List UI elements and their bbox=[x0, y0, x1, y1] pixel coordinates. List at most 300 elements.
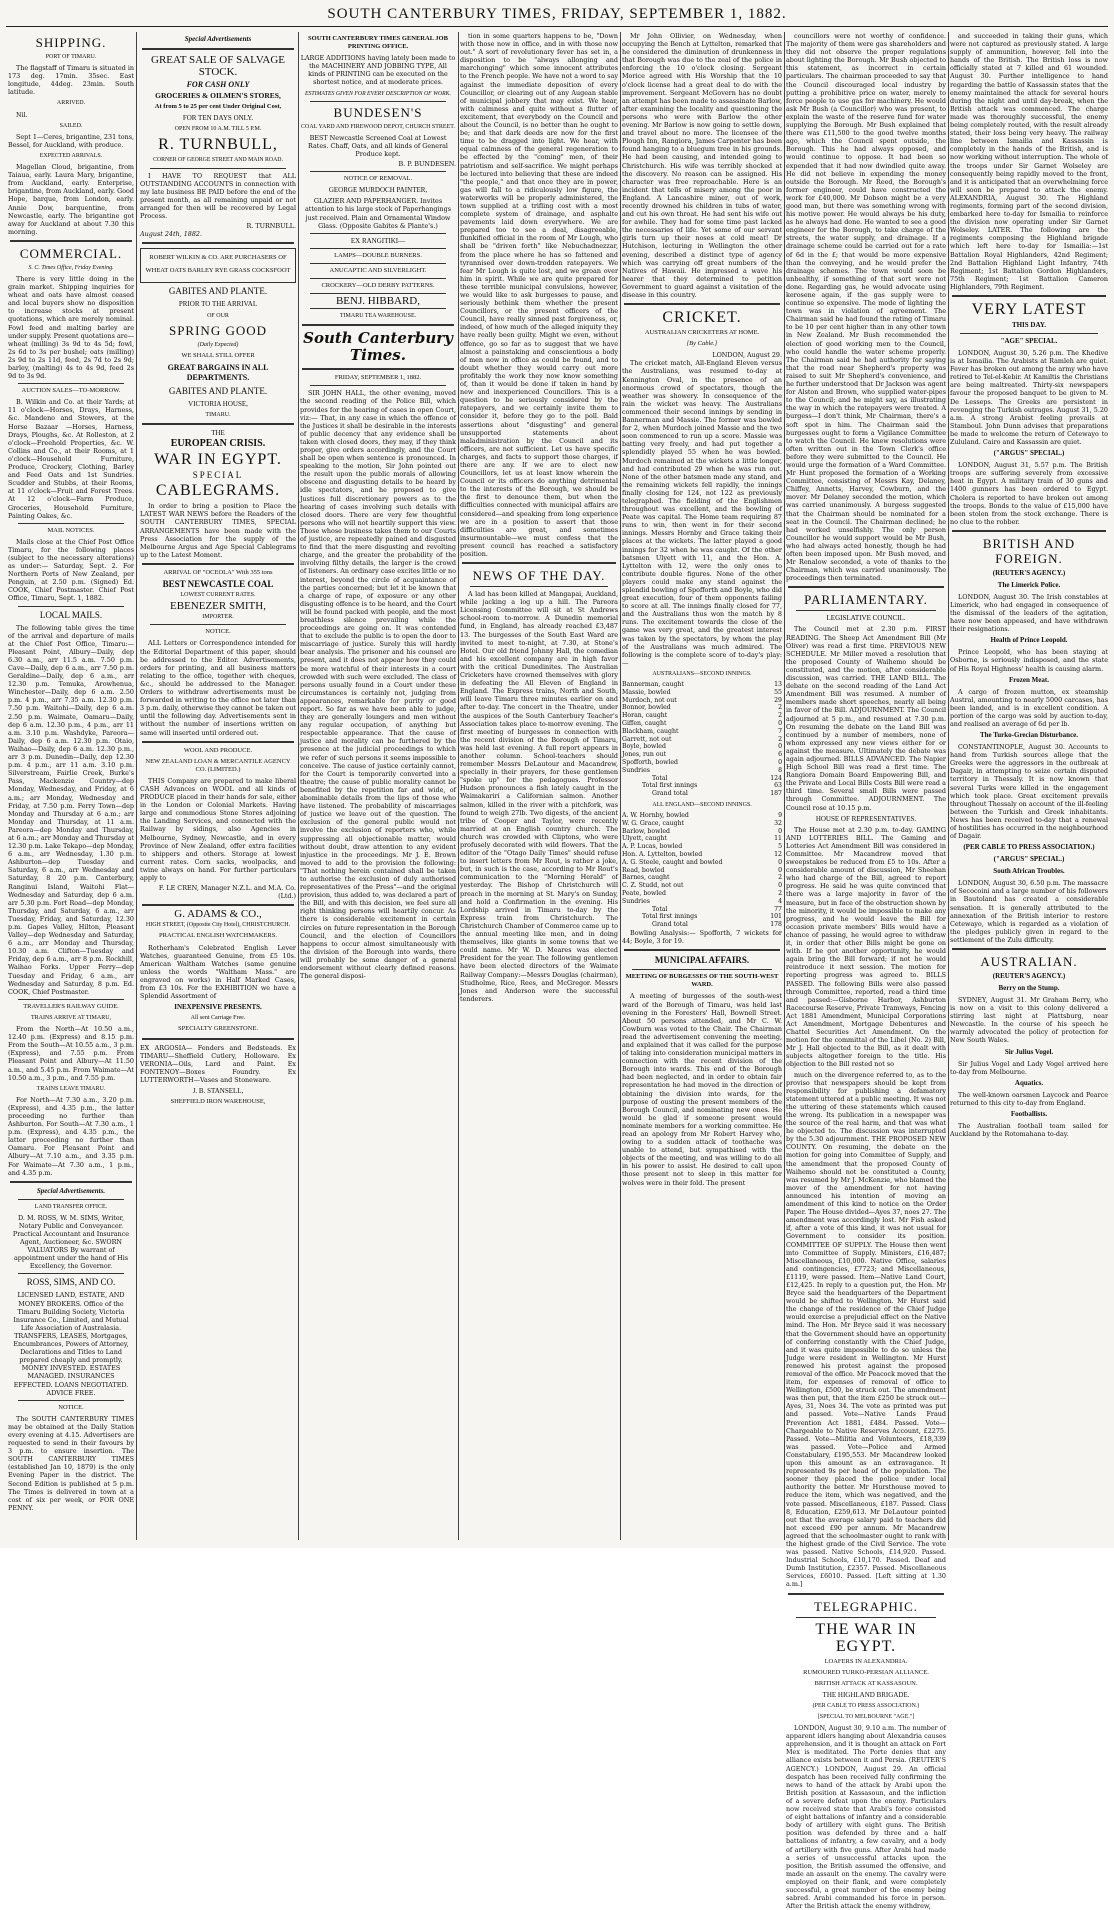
cricket-subheading: AUSTRALIAN CRICKETERS AT HOME. bbox=[644, 329, 760, 337]
open-hours-line: OPEN FROM 10 A.M. TILL 5 P.M. bbox=[174, 126, 262, 133]
leader-dateline: FRIDAY, SEPTEMBER 1, 1882. bbox=[334, 374, 422, 382]
very-latest-heading: VERY LATEST bbox=[971, 301, 1087, 318]
aus-row bbox=[622, 736, 782, 744]
ross-sims-text: LICENSED LAND, ESTATE, AND MONEY BROKERS. Office of the Timaru Building Society, Victoria Insurance Co., Limited, and Mutual Life Association of Australasia. TRANSFERS, LEASES, Mortgages, Encumbrances, Powers of Attorney, Declarations and Titles to Land prepared cheaply and promptly. MONEY INVESTED. ESTATES MANAGED. INSURANCES EFFECTED. LOANS NEGOTIATED. ADVICE FREE. bbox=[13, 1291, 129, 1397]
turnbull-name: R. TURNBULL, bbox=[158, 136, 278, 154]
south-african-text: LONDON, August 30, 6.50 p.m. The massacre of Secocoini and a large number of his followers in Bautoland has created a considerable sensation. It is generally attributed to the annexation of the British interior to restore Cetewayo, which is regarded as a violation of the pledges publicly given in regard to the settlement of the Zulu difficulty. bbox=[950, 879, 1108, 944]
bundesen-sub: COAL YARD AND FIREWOOD DEPOT, CHURCH STREET. bbox=[300, 123, 455, 130]
divider bbox=[142, 563, 294, 565]
commercial-heading: COMMERCIAL. bbox=[19, 245, 123, 261]
nameplate: South Canterbury Times. bbox=[303, 329, 453, 365]
per-cable: (PER CABLE TO PRESS ASSOCIATION.) bbox=[812, 1702, 920, 1709]
aus-row bbox=[622, 681, 782, 689]
aus-row bbox=[622, 759, 782, 767]
divider bbox=[310, 101, 446, 102]
divider bbox=[310, 293, 446, 294]
aus-innings-heading: AUSTRALIANS—SECOND INNINGS. bbox=[652, 670, 752, 677]
great-sale-heading: GREAT SALE OF SALVAGE STOCK. bbox=[151, 54, 285, 78]
tea-warehouse: TIMARU TEA WAREHOUSE. bbox=[339, 313, 417, 320]
divider bbox=[310, 248, 446, 249]
australian-heading: AUSTRALIAN. bbox=[980, 953, 1078, 969]
batsman-name: Jones, run out bbox=[622, 751, 667, 759]
war-in-egypt-heading: THE WAR IN EGYPT. bbox=[815, 1620, 917, 1655]
trains-leave-text: For North—At 7.30 a.m., 3.20 p.m. (Express), and 4.35 p.m., the latter proceeding no further than Ashburton. For South—At 7.30 a.m., 1 p.m. (Express), and 4.35 p.m., the latter proceeding no further than Oamaru. For Pleasant Point and Albury—At 7.10 a.m., and 3.35 p.m. For Waimate—At 7.30 a.m., 1 p.m., and 4.35 p.m. bbox=[8, 1095, 134, 1177]
discount-line: At from 5 to 25 per cent Under Original Cost, bbox=[154, 103, 282, 111]
divider bbox=[788, 1593, 944, 1595]
eng-row bbox=[622, 867, 782, 875]
batsman-name: A. P. Lucas, bowled bbox=[622, 843, 683, 851]
the-line: THE bbox=[211, 428, 225, 437]
eng-innings-table bbox=[622, 812, 782, 906]
port-heading: PORT OF TIMARU. bbox=[45, 54, 97, 60]
batsman-runs: 2 bbox=[778, 874, 782, 882]
divider bbox=[462, 562, 616, 564]
berry-text: SYDNEY, August 31. Mr Graham Berry, who is now on a visit to this colony delivered a stirring last night at Plattsburg, near Newcastle. In the course of his speech he warmly advocated the policy of protection for New South Wales. bbox=[950, 995, 1108, 1045]
column-1 bbox=[8, 32, 134, 1540]
divider bbox=[150, 624, 286, 625]
for-cash-heading: FOR CASH ONLY bbox=[186, 80, 250, 89]
oceola-heading: ARRIVAL OF "OCEOLA" With 355 tons bbox=[163, 568, 273, 576]
house-text: The House met at 2.30 p.m. to-day. GAMING AND LOTTERIES BILL. The Gaming and Lotteries Act Amendment Bill was considered in Committee. Mr Macandrew moved that sweepstakes be reduced from £5 to 10s. After a considerable amount of discussion, Mr Sheehan who had charge of the Bill, agreed to report progress. He said he was quite convinced that there was a large majority in favor of the measure, but in face of the obstruction shown by the minority, it would be impossible to make any progress, and he would leave the Bill for occasion private members' Bills would have a chance of passing, he would agree to withdraw it, in order that other Bills might be gone on with. If he got another opportunity, he would again bring the Bill forward; if not he would reintroduce it next session. The motion for reporting progress was agreed to. BILLS PASSED. The following Bills were also passed through Committee, reported, read a third time and passed:—Gisborne Harbor, Ashburton Racecourse Reserve, Private Tramways, Fencing Act 1881 Amendment, Municipal Corporations Act Amendment, Mortgage Debentures and Chattel Securities Act Amendment. On the motion for the committal of the Libel (No. 2) Bill, Mr J. Hall objected to the Bill, as it dealt with subjects altogether foreign to the title. His objection to the Bill rested not so bbox=[786, 825, 946, 1069]
divider bbox=[10, 1181, 132, 1183]
specialty-greenstone: SPECIALTY GREENSTONE. bbox=[178, 1025, 258, 1033]
batsman-runs: 4 bbox=[778, 897, 782, 905]
adams-practical: PRACTICAL ENGLISH WATCHMAKERS. bbox=[159, 932, 277, 940]
batsman-runs: 8 bbox=[778, 766, 782, 774]
land-transfer-text: D. M. ROSS, W. M. SIMS, Writer, Notary Public and Conveyancer. Practical Accountant and Insurance Agent, Auctioneer, &c. SWORN VALUATORS By warrant of appointment under the hand of His Excellency, the Governor. bbox=[12, 1213, 130, 1271]
batsman-runs: 2 bbox=[778, 712, 782, 720]
gabites-heading-2: GABITES AND PLANTE. bbox=[168, 385, 268, 396]
batsman-name: Hon. A. Lyttelton, bowled bbox=[622, 851, 703, 859]
eng-totals bbox=[622, 906, 782, 929]
divider bbox=[788, 586, 944, 588]
masthead: SOUTH CANTERBURY TIMES, FRIDAY, SEPTEMBER 1, 1882. bbox=[327, 6, 787, 22]
divider bbox=[796, 610, 936, 611]
prior-line: PRIOR TO THE ARRIVAL bbox=[178, 300, 258, 309]
eng-grand-label: Grand total bbox=[652, 921, 688, 929]
divider bbox=[142, 741, 294, 743]
column-3 bbox=[300, 32, 456, 1540]
eng-row bbox=[622, 828, 782, 836]
eng-row bbox=[622, 820, 782, 828]
batsman-name: Barlow, bowled bbox=[622, 827, 670, 835]
carriage-free: All sent Carriage Free. bbox=[190, 1015, 246, 1022]
divider bbox=[18, 1199, 124, 1200]
special-ads-heading: Special Advertisements. bbox=[36, 1186, 106, 1195]
wilkin-heading: ROBERT WILKIN & CO. ARE PURCHASERS OF bbox=[149, 254, 287, 262]
meeting-heading: MEETING OF BURGESSES OF THE SOUTH-WEST WARD. bbox=[625, 973, 779, 989]
arrived-text: Nil. bbox=[16, 110, 28, 119]
eng-total-value: 77 bbox=[774, 905, 782, 913]
news-of-day-heading: NEWS OF THE DAY. bbox=[472, 568, 606, 584]
telegraphic-heading: TELEGRAPHIC. bbox=[813, 1598, 919, 1614]
we-shall-line: WE SHALL STILL OFFER bbox=[181, 351, 255, 359]
eng-row bbox=[622, 874, 782, 882]
sheffield-warehouse: SHEFFIELD IRON WAREHOUSE, bbox=[170, 1098, 266, 1106]
eng-row bbox=[622, 851, 782, 859]
batsman-name: Spofforth, bowled bbox=[622, 759, 678, 766]
column-2 bbox=[140, 32, 296, 1540]
batsman-runs: 12 bbox=[774, 851, 782, 859]
divider bbox=[960, 333, 1098, 334]
divider bbox=[310, 278, 446, 279]
batsman-name: Horan, caught bbox=[622, 712, 668, 720]
south-african-heading: South African Troubles. bbox=[993, 867, 1065, 876]
parliamentary-heading: PARLIAMENTARY. bbox=[804, 592, 928, 608]
divider bbox=[302, 324, 454, 326]
limerick-text: LONDON, August 30. The Irish constables at Limerick, who had engaged in consequence of the dismissal of the leaders of the agitation, have now been appeased, and have withdrawn their resignations. bbox=[950, 592, 1108, 634]
eng-grand-value: 178 bbox=[770, 921, 782, 929]
first-total-value: 63 bbox=[774, 782, 782, 790]
batsman-name: Bonnor, bowled bbox=[622, 704, 671, 712]
batsman-runs: 2 bbox=[778, 890, 782, 898]
divider bbox=[632, 969, 772, 970]
turnbull-request: I HAVE TO REQUEST that ALL OUTSTANDING ACCOUNTS in connection with my late business BE PAID before the end of the present month, as all remaining unpaid or not arranged for then will be recovered by Legal Process. bbox=[140, 171, 296, 221]
aus-innings-table bbox=[622, 681, 782, 775]
municipal-continued: councillors were not worthy of confidence. The majority of them were gas shareholders and they did not observe the proper regulations about lighting the Borough. Mr Bush objected to this statement, as incorrect in certain particulars. The chairman proceeded to say that the Council discouraged local industry by putting a prohibitive price on water, merely to force people to use gas for machinery. He would ask Mr Bush (a Councillor) who was present, to explain the waste of the reserve fund for water supplying the Borough. Mr Bush explained that there was £11,500 to the good twelve months ago, which the Council spent outside, the Borough. This he had always opposed, and would continue to oppose. It had been so expended that it had now dwindled quite away. He did not believe in expending the money outside the Borough. Mr Reed, the Borough's former engineer, could have constructed the work for £40,000. Mr Dobson might be a very good man, but there was something wrong with his motive power. He would always be his duty, as he always had done. He wanted to see a good engineer for the Borough, to take charge of the streets, the water supply, and drainage. If a drainage scheme could be carried out for a rate of 6d in the £; that would be more expensive than the conveying, and he would prefer the drainage schemes. The town would soon be unhealthy, if something of that sort were not done. Regarding gas, he would advocate using kerosene again, if the gas supply were to continue so expensive. The mode of lighting the town was in violation of agreement. The Chairman said he had found the rating of Timaru to be 10 per cent higher than in any other town in New Zealand. Mr Bush recommended the election of good working men to the Council, who could handle the water scheme properly. The Chairman said he had authority for saying that the road near Shepherd's property was raised to suit Mr Shepherd's convenience, and he further understood that Dr Jackson was agent for Alston and Brown, who supplied water-pipes to the Council; and he might say, as illustrating the way in which the ratepayers were treated. A burgess—I don't think, Mr Chairman, there's a soft spot in him. The Chairman said the burgesses ought to form a Vigilance Committee to watch the Council. He knew resolutions were often written out in the Town Clerk's office before they were submitted to the Council. He would urge the formation of a Ward Committee. Mr Hunt proposed the formation of a Working Committee, consisting of Messrs Kay, Delaney, Chiffey, Annetts, Harvey, Cowburn, and the mover. Mr Delaney seconded the motion, which was carried unanimously. A burgess suggested that the Chairman should be nominated for a seat in the Council. The Chairman declined; he had worked unselfishly. The only person Councillor he would support would be Mr Bush, who had always acted honestly, though he had often been imposed upon. Mr Bush moved, and Mr Renalow seconded, a vote of thanks to the Chairman, which was carried unanimously. The proceedings then terminated. bbox=[786, 32, 946, 583]
grand-total-label: Grand total bbox=[652, 790, 688, 798]
batsman-runs: 32 bbox=[774, 819, 782, 827]
bundesen-heading: BUNDESEN'S bbox=[333, 104, 423, 120]
batsman-name: C. Z. Studd, not out bbox=[622, 882, 684, 890]
frozen-meat-text: A cargo of frozen mutton, ex steamship Austral, amounting to nearly 5000 carcases, has been landed, and is in excellent condition. A portion of the cargo was sold by auction to-day, and realised an average of 6d per lb. bbox=[950, 687, 1108, 728]
adams-address: HIGH STREET, (Opposite City Hotel), CHRISTCHURCH. bbox=[145, 922, 291, 929]
crockery-line: CROCKERY—OLD DERBY PATTERNS. bbox=[321, 281, 435, 289]
divider bbox=[18, 383, 124, 384]
legislative-council-text: The Council met at 2.30 p.m. FIRST READING. The Sheep Act Amendment Bill (Mr Oliver) was read a first time. PREVIOUS NEW SCHEDULE. Mr Miller moved a resolution that the proposed County of Waihemo should be constituted, and the motion, after considerable discussion, was carried. THE LAND BILL. The debate on the second reading of the Land Act Amendment Bill was resumed. A number of members made short speeches, nearly all being in favor of the Bill. ADJOURNMENT. The Council adjourned at 5 p.m., and resumed at 7.30 p.m. On resuming the debate on the Land Bill was continued by a number of members, none of whom expressed any new views either for or against the measure. Ultimately the debate was again adjourned. BILLS ADVANCED. The Napier High School Bill was read a first time. The Rangiora Domain Board Empowering Bill, and the Private and Local Bills Costs Bill were read a third time. Several small Bills were passed through Committee. ADJOURNMENT. The Council rose at 10.15 p.m. bbox=[786, 625, 946, 812]
batsman-runs: 55 bbox=[774, 688, 782, 696]
hibbard-name: BENJ. HIBBARD, bbox=[335, 295, 421, 308]
highland-heading: THE HIGHLAND BRIGADE. bbox=[822, 1690, 910, 1699]
divider bbox=[142, 904, 294, 906]
column-5 bbox=[622, 32, 782, 1540]
bargains-heading: GREAT BARGAINS IN ALL DEPARTMENTS. bbox=[167, 362, 269, 382]
batsman-name: Read, bowled bbox=[622, 866, 665, 874]
aus-row bbox=[622, 720, 782, 728]
eng-row bbox=[622, 898, 782, 906]
lowest-rates: LOWEST CURRENT RATES. bbox=[180, 592, 256, 599]
groceries-heading: GROCERIES & OILMEN'S STORES, bbox=[155, 91, 281, 101]
auction-heading: AUCTION SALES—TO-MORROW. bbox=[21, 387, 121, 395]
municipal-text: A meeting of burgesses of the south-west ward of the Borough of Timaru, was held last evening in the Foresters' Hall, Bownell Street. About 50 persons attended, and Mr C. W. Cowburn was voted to the Chair. The Chairman read the advertisement convening the meeting, and explained that it was called for the purpose of taking into consideration municipal matters in connection with the recent division of the Borough into wards. This end of the Borough had been neglected, and in order to obtain fair representation he had moved in the direction of obtaining the division into wards, for the purpose of ousting the present members of the Borough Council, and nominating new ones. He would be glad if someone present would nominate members for a working committee. He read an apology from Mr Robert Harvey who, owing to a sudden attack of toothache was unable to attend, but sympathised with the objects of the meeting, and was willing to do all in his power to assist. He desired to call upon those present not to sleep in this matter for wolves were in their fold. The present bbox=[622, 992, 782, 1187]
divider bbox=[302, 368, 454, 370]
berry-heading: Berry on the Stump. bbox=[998, 983, 1060, 992]
legislative-council-heading: LEGISLATIVE COUNCIL. bbox=[826, 614, 906, 623]
age-special: "AGE" SPECIAL. bbox=[1000, 337, 1058, 345]
nz-loan-sign: F. LE CREN, Manager N.Z.L. and M.A. Co. (Ltd.) bbox=[158, 884, 296, 901]
divider bbox=[18, 523, 124, 524]
expected-heading: EXPECTED ARRIVALS. bbox=[39, 152, 103, 159]
column-divider bbox=[136, 32, 137, 1540]
batsman-name: Blackham, caught bbox=[622, 727, 679, 735]
ebenezer-smith: EBENEZER SMITH, bbox=[170, 600, 266, 613]
aus-row bbox=[622, 728, 782, 736]
mail-text: Mails close at the Chief Post Office Timaru, for the following places (subject to the necessary alterations) as under:— Saturday, Sept. 2. For Northern Ports of New Zealand, per Penguin, at 2.50 p.m. (Signed) Ed. COOK, Chief Postmaster. Chief Post Office, Timaru, Sept. 1, 1882. bbox=[8, 537, 134, 603]
batsman-runs: 9 bbox=[778, 812, 782, 820]
land-transfer-heading: LAND TRANSFER OFFICE. bbox=[34, 1203, 108, 1210]
batsman-runs: 0 bbox=[778, 759, 782, 766]
printing-office-heading: SOUTH CANTERBURY TIMES GENERAL JOB PRINTING OFFICE. bbox=[308, 35, 448, 51]
expected-text: Magellan Cloud, brigantine, from Taiaua, early. Laura Mary, brigantine, from Auckland, early. Enterprise, brigantine, from Auckland, early. Good Hope, barque, from London, early. Annie Dow, barquentine, from Newcastle, early. The brigantine got away for Auckland at about 7.30 this morning. bbox=[8, 163, 134, 236]
rumoured-heading: RUMOURED TURKO-PERSIAN ALLIANCE. bbox=[803, 1668, 929, 1676]
batsman-name: Giffen, caught bbox=[622, 720, 667, 728]
turnbull-address: CORNER OF GEORGE STREET AND MAIN ROAD. bbox=[153, 157, 283, 164]
batsman-name: Peate, bowled bbox=[622, 890, 666, 898]
eng-total-label: Total bbox=[652, 905, 668, 913]
divider bbox=[310, 263, 446, 264]
football-heading: Footballists. bbox=[1010, 1109, 1048, 1118]
turnbull-sign: R. TURNBULL. bbox=[246, 222, 296, 231]
local-mails-heading: LOCAL MAILS. bbox=[39, 609, 103, 620]
cricket-heading: CRICKET. bbox=[662, 309, 742, 327]
eng-row bbox=[622, 859, 782, 867]
notice-heading: NOTICE. bbox=[58, 1403, 84, 1411]
divider bbox=[18, 606, 124, 607]
divider bbox=[18, 1273, 124, 1274]
municipal-heading: MUNICIPAL AFFAIRS. bbox=[654, 955, 750, 966]
column-divider bbox=[948, 32, 949, 1540]
divider bbox=[310, 171, 446, 172]
war-continued: and succeeded in taking their guns, which were not captured as previously stated. A large supply of ammunition, however, fell into the hands of the British. The British loss is now officially stated at 7 killed and 61 wounded. August 30. Further intelligence to hand regarding the battle of Kassassin states that the enemy maintained the attack for several hours during the night and until day-break, when the British attack was commenced. The charge made was thoroughly successful, the enemy being completely routed, with the result already stated, their loss being very heavy. The railway line between Ismailia and Kassassin is completely in the hands of the British, and is now working without interruption. The whole of the troops under Sir Garnet Wolseley are consequently being rapidly moved to the front, and it is anticipated that an overwhelming force will soon be prepared to attack the enemy. ALEXANDRIA, August 30. The Highland regiments, forming part of the second division, embarked here to-day for Ismailia to reinforce the division now operating under Sir Garnet Wolseley. LATER. The following are the regiments composing the Highland brigade which left here to-day for Ismailia:—1st Battalion Royal Highlanders, 42nd Regiment; 2nd Battalion Highland Light Infantry, 74th Regiment; 1st Battalion Gordon Highlanders, 75th Regiment; 1st Battalion Cameron Highlanders, 79th Regiment. bbox=[950, 32, 1108, 291]
vogel-text: Sir Julius Vogel and Lady Vogel arrived here to-day from Melbourne. bbox=[950, 1059, 1108, 1076]
column-divider bbox=[458, 32, 459, 1540]
ten-days-line: FOR TEN DAYS ONLY. bbox=[182, 114, 254, 123]
mail-heading: MAIL NOTICES. bbox=[47, 526, 95, 534]
special-age: [SPECIAL TO MELBOURNE "AGE."] bbox=[817, 1714, 915, 1720]
gabites-heading-1: GABITES AND PLANTE. bbox=[168, 286, 268, 297]
special-ads-heading: Special Advertisements bbox=[184, 35, 252, 43]
shipping-text: The flagstaff of Timaru is situated in 173 deg. 17min. 35sec. East longitude, 44deg. 23min. South latitude. bbox=[8, 64, 135, 97]
aus-row bbox=[622, 751, 782, 759]
reuters: (REUTER'S AGENCY.) bbox=[992, 568, 1066, 577]
batsman-name: A. W. Hornby, bowled bbox=[622, 812, 689, 820]
inexpensive-presents: INEXPENSIVE PRESENTS. bbox=[174, 1003, 262, 1012]
batsman-name: W. G. Grace, caught bbox=[622, 819, 685, 827]
ross-sims-heading: ROSS, SIMS, AND CO. bbox=[26, 1277, 116, 1288]
batsman-name: Barnes, caught bbox=[622, 874, 670, 882]
argus-text: LONDON, August 31, 5.57 p.m. The British troops are suffering severely from excessive heat in Egypt. A military train of 30 guns and 1400 gunners has been ordered to Egypt. Cholera is reported to have broken out among the troops. Bonds to the value of £15,000 have been stolen from the stock exchange. There is no clue to the robber. bbox=[950, 461, 1108, 526]
turnbull-date: August 24th, 1882. bbox=[140, 230, 202, 239]
commercial-dateline: S. C. Times Office, Friday Evening. bbox=[28, 264, 114, 271]
european-crisis-heading: EUROPEAN CRISIS. bbox=[170, 438, 266, 450]
cablegrams-heading: CABLEGRAMS. bbox=[155, 482, 281, 500]
divider bbox=[310, 308, 446, 309]
trains-leave-heading: TRAINS LEAVE TIMARU. bbox=[36, 1085, 106, 1092]
estimates-line: ESTIMATES GIVEN FOR EVERY DESCRIPTION OF WORK. bbox=[304, 90, 452, 97]
divider bbox=[470, 586, 608, 587]
war-egypt-heading: WAR IN EGYPT. bbox=[154, 451, 282, 469]
batsman-runs: 0 bbox=[778, 858, 782, 866]
divider bbox=[310, 385, 446, 386]
british-attack-heading: BRITISH ATTACK AT KASSASOUN. bbox=[814, 1679, 918, 1687]
rangitiki-heading: EX RANGITIKI— bbox=[350, 236, 406, 245]
masthead-rule bbox=[6, 26, 1108, 27]
eng-row bbox=[622, 890, 782, 898]
leader-continued: tion in some quarters happens to be, "Down with those now in office, and in with those now out." A sort of revolutionary fever has set in, a disposition to be "always allonging and marchonging" which some innocent attributes to the French people. We have not a word to say against the immediate deposition of every Councillor, or clearing out of any Augean stable of municipal jobbery that may exist. We hear, with calmness and quite without a flutter of excitement, that everybody on the Council and about the Council, is no better than he ought to be; and that dark deeds are now for the first time to be dragged into light. We hear, with equal calmness of the general regeneration to be effected by the "coming" men, of their patriotism and self-sacrifice. We might perhaps be lectured into believing that these are indeed "the people," and that once they are in power, gas will fall to a ridiculously low figure, the waterworks will be properly administered, the town supplied at a trifling cost with a most complete system of drainage, and asphalte pavements laid down everywhere. We are prepared too to see a deal, disagreeable, flunkified official in the room of Mr Lough, who shall be "driven forth" like Nebuchadnezzar, from the place where he has so fattened and tyrannised over down-trodden ratepayers. We fear Mr Lough is quite lost, and we groan over him in spirit. While we are quite prepared for these terrible municipal convulsions, however, we would like to ask burgesses to pause, and seriously bethink them whether the present Councillors, or the present officers of the Council, have really sinned past forgiveness, or, indeed, of how much of the alleged iniquity they have really been guilty. Might we even, without offence, go so far as to suggest that we have almost a painstaking and conscientious a body of men now in office as could be found, and to doubt whether they would carry out more profitably the work they now know something of, than it would be done if taken in hand by new and inexperienced Councillors. This is a question to be seriously considered by the ratepayers, and we certainly invite them to consider it, before they go to the poll. Bald assertions about "disgusting" and general unsupported statements about maladministration by the Council and its officers, are not sufficient. Let us have specific charges, and facts to support those charges, if there are any. If we are to elect new Councillors, let us at least know wherein the Council or its officers do anything detrimental to the interests of the Borough, we should be the first to denounce them, but when the difficulties connected with municipal affairs are considered—and speaking from long experience we are in a position to assert that those difficulties are great, and sometimes insurmountable—we must confess that the present council has reached a satisfactory position. bbox=[460, 32, 618, 558]
limerick-heading: The Limerick Police. bbox=[997, 580, 1061, 589]
column-divider bbox=[298, 32, 299, 1540]
wool-produce-heading: WOOL AND PRODUCE. bbox=[183, 746, 253, 754]
batsman-name: Massie, bowled bbox=[622, 688, 671, 696]
of-our-line: OF OUR bbox=[207, 312, 229, 319]
trains-arrive-heading: TRAINS ARRIVE AT TIMARU, bbox=[30, 1014, 112, 1021]
anucaptic-line: ANUCAPTIC AND SILVERLIGHT. bbox=[329, 266, 427, 274]
batsman-runs: 11 bbox=[774, 835, 782, 843]
house-heading: HOUSE OF REPRESENTATIVES. bbox=[815, 814, 917, 823]
aus-row bbox=[622, 704, 782, 712]
bundesen-sign: B. P. BUNDESEN. bbox=[398, 160, 456, 169]
aus-totals bbox=[622, 775, 782, 798]
aus-total-value: 124 bbox=[770, 774, 782, 782]
aquatics-text: The well-known oarsmen Laycock and Pearce returned to this city to-day from England. bbox=[950, 1090, 1108, 1107]
british-foreign-heading: BRITISH AND FOREIGN. bbox=[982, 535, 1076, 566]
first-total-label: Total first innings bbox=[642, 782, 698, 790]
divider bbox=[624, 949, 780, 951]
cablegrams-text: In order to bring a position to Place the LATEST WAR NEWS before the Readers of the SOUTH CANTERBURY TIMES, SPECIAL ARRANGEMENTS have been made with the Press Association for the supply of the Melbourne Argus and Age Special Cablegrams up to the Latest Moment. bbox=[140, 502, 296, 559]
divider bbox=[142, 423, 294, 425]
divider bbox=[142, 242, 294, 244]
batsman-name: Boyle, bowled bbox=[622, 743, 666, 751]
batsman-runs: 29 bbox=[774, 696, 782, 704]
batsman-name: Ulyett, caught bbox=[622, 835, 667, 843]
divider bbox=[142, 48, 294, 50]
reuters: (REUTER'S AGENCY.) bbox=[992, 971, 1066, 980]
spring-goods-heading: SPRING GOOD bbox=[168, 322, 268, 338]
murdoch-text: GLAZIER AND PAPERHANGER. Invites attention to his large stock of Paperhangings just received. Plain and Ornamental Window Glass. (Opposite Gabites & Plante's.) bbox=[304, 197, 452, 230]
adams-heading: G. ADAMS & CO., bbox=[174, 908, 262, 921]
newcastle-coal-heading: BEST NEWCASTLE COAL bbox=[162, 579, 274, 589]
special-heading: SPECIAL bbox=[192, 470, 244, 481]
commercial-text: There is very little doing in the grain market. Shipping inquiries for wheat and oats have almost ceased and local buyers show no disposition to increase stocks at present quotations, which are merely nominal. Fowl feed and malting barley are under supply. Present quotations are—wheat (milling) 3s 9d to 4s 5d; fowl, 2s 6d to 3s per bushel; oats (milling) 2s 9d to 2s 11d, feed, 2s 7d to 2s 9d; barley, (malting) 4s to 4s 9d, feed 2s 9d to 3s 9d. bbox=[8, 274, 134, 381]
leader-article: SIR JOHN HALL, the other evening, moved the second reading of the Police Bill, which provides for the hearing of cases in open Court, viz:— That, in any case in which the offence of the Justices it shall be desirable in the interests of public decency that any evidence shall be taken with closed doors, they may, if they think proper, give orders accordingly, and the Court shall be open when sentence is pronounced. In speaking to the motion, Sir John pointed out the result upon the public morals of allowing obscene and disgusting details to be heard by idle spectators, and he proposed to give Justices full discretionary powers as to the hearing of cases involving such details with closed doors. There are very few thoughtful persons who will not heartily support this view. Those whose business takes them to our Courts of justice, are repeatedly pained and disgusted to find that the mere disgusting and revolting charge, and the greater the probability of the involving filthy details, the larger is the crowd of listeners. An ordinary case excites little or no interest, beyond the circle of acquaintance of the parties concerned; but let it be known that a charge of rape, of exposure or any other disgusting offence is to be heard, and the Court will be found packed with people, and the most breathless silence prevailing while the proceedings are going on. It was contended that to exclude the public is to open the door to miscarriage of justice. Surely this will hardly bear analysis. The prisoner and his counsel are present, and it does not appear how they could be more watchful of their interests in a court crowded with such were excluded. The class of persons usually found in a Court under these circumstances is certainly not, judging from appearances, remarkable for purity or good report. So far as we have been able to judge, they are generally loungers and men without any regular occupation, of anything but respectable appearance. That the cause of justice and morality can be furthered by the presence at the judicial proceedings to which we refer of such persons it seems impossible to conceive. The cause of justice certainly cannot, for the Court is temporarily converted into a theatre; the cause of public morality cannot be benefited by the repetition far and wide, of abominable details from the lips of those who have listened. The probability of miscarriages of justice we leave out of the question. The exclusion of the general public would not involve the exclusion of reporters who, while suppressing all objectionable matter, would without doubt, draw attention to any evident injustice in the proceedings. Mr J. E. Brown moved to add to the provision the following: "That nothing herein contained shall be taken to authorise the exclusion of duly authorised representatives of the Press"—and the original provision, thus added to, was declared a part of the Bill, and with this decision, we feel sure all right thinking persons will heartily concur. As there is considerable excitement in certain circles on future representation in the Borough Council, and the election of Councillors happens to occur almost simultaneously with the division of the Borough into wards, there will probably be some danger of a general endorsement without clearly defined reasons. The general disposi- bbox=[300, 389, 456, 981]
eng-first-value: 101 bbox=[770, 913, 782, 921]
divider bbox=[624, 303, 780, 305]
notice-text: The SOUTH CANTERBURY TIMES may be obtained at the Daily Station every evening at 4.15. Advertisers are requested to send in their favours by 3 p.m. to ensure insertion. The SOUTH CANTERBURY TIMES (established Jan 10, 1879) is the only Evening Paper in the district. The Second Edition is published at 5 p.m. The Times is delivered in town at a cost of six per week, or FOR ONE PENNY. bbox=[8, 1414, 134, 1512]
house-continued: much on the divergence referred to, as to the proviso that newspapers should be kept from responsibility for publishing a defamatory statement uttered at a public meeting. It was not the uttering of these statements which caused the wrong. Its publication in a newspaper was the source of the real harm, and that was what he objected to. The discussion was interrupted by the 5.30 adjournment. THE PROPOSED NEW COUNTY. On resuming, the debate on the motion for going into Committee of Supply, and the amendment that the proposed County of Waihemo should not be constituted a County, was resumed by Mr J. McKenzie, who blamed the mover of the amendment for not having announced his intention of moving an amendment of this kind to notice on the Order Paper. The House divided—Ayes 37, noes 27. The amendment was accordingly lost. Mr Fish asked if, after a vote of this kind, it was not usual for Government to consider its position. COMMITTEE OF SUPPLY. The House then went into Committee of Supply. Ministers, £16,487; Miscellaneous, £10,000. Native Office, salaries and contingencies, £7723; and Miscellaneous, £1119, were passed. Item—Native Land Court, £12,425. In reply to a question put, the Hon. Mr Bryce said the headquarters of the Department would be shifted to Wellington. Mr Hurst said the change of the residence of the Chief Judge would exercise a prejudicial effect on the Native mind. The Hon. Mr Bryce said it was necessary that the Government should have an opportunity of conferring constantly with the Chief Judge, and it was quite impossible to do so unless the Judge were resident in Wellington. Mr Hurst renewed his protest against the proposed removal of the office. Mr Peacock moved that the item, for expenses of removal of office to Wellington, £500, be struck out. The amendment was then put, that the item £250 be struck out—Ayes, 31, Noes 34. The vote as printed was put and passed. Vote—Native Lands Fraud Prevention Act 1881, £484. Passed. Vote—Chargeable to Native Reserves Account, £2275. Passed. Vote—Militia and Volunteers, £18,339 was passed. Vote—Police and Armed Constabulary, £195,553. Mr Macandrew looked upon this amount as an extravagance. It represented 9s per head of the population. The sooner they placed the police under local authority the better. Mr Hursthouse moved to reduce the item, which was negatived, and the vote passed. Miscellaneous, £187. Passed. Class 8, Education, £259,613. Mr DeLautour pointed out that the average salary paid to teachers did not exceed £90 per annum. Mr Macandrew agreed that the schoolmaster ought to rank with the highest grade of the Civil Service. The vote was passed. Native Schools, £14,920. Passed. Industrial Schools, £10,170. Passed. Deaf and Dumb Institution, £2357. Passed. Miscellaneous Services, £6010. Passed. [Left sitting at 1.30 a.m.] bbox=[786, 1070, 946, 1589]
bowling-analysis: Bowling Analysis:— Spofforth, 7 wickets for 44; Boyle, 3 for 19. bbox=[622, 929, 782, 946]
daily-expected: (Daily Expected) bbox=[197, 341, 239, 348]
war-text: LONDON, August 30, 9.10 a.m. The number of apparent idlers hanging about Alexandria causes apprehension, and it is thought an attack on Fort Mex is meditated. The Porte denies that any alliance exists between it and Persia. (REUTER'S AGENCY.) LONDON, August 29. An official despatch has been received fully confirming the news to hand of the attack by Arabi upon the British position at Kassasoun, and the infliction of a severe defeat upon the enemy. Particulars now received state that Arabi's force consisted of eight battalions of infantry and a considerable body of artillery with eight guns. The British position was defended by three and a half battalions of infantry, a few cavalry, and a body of artillery with five guns. After Arabi had made a series of unsuccessful attacks upon the position, the British assumed the offensive, and made an assault on the enemy. The cavalry were employed on their flank, and were completely successful, a great number of the enemy being sabred. Arabi commanded his force in person. After the British attack the enemy withdrew, bbox=[786, 1724, 946, 1910]
eng-row bbox=[622, 835, 782, 843]
by-cable: [By Cable.] bbox=[686, 340, 718, 348]
victoria-house: VICTORIA HOUSE, bbox=[188, 399, 248, 408]
divider bbox=[150, 168, 286, 169]
bundesen-text: BEST Newcastle Screened Coal at Lowest Rates. Chaff, Oats, and all kinds of General Produce kept. bbox=[308, 133, 448, 158]
loafers-heading: LOAFERS IN ALEXANDRIA. bbox=[824, 1657, 908, 1665]
eng-row bbox=[622, 812, 782, 820]
removal-heading: NOTICE OF REMOVAL. bbox=[343, 175, 413, 183]
eng-innings-heading: ALL ENGLAND—SECOND INNINGS. bbox=[652, 801, 752, 808]
aus-row bbox=[622, 712, 782, 720]
batsman-runs: 7 bbox=[778, 727, 782, 735]
letters-notice: ALL Letters or Correspondence intended for the Editorial Department of this paper, should be addressed to the Editor. Advertisements, orders for printing, and all business matters relating to the office, together with cheques, &c., should be addressed to the Manager. Orders to withdraw advertisements must be forwarded in writing to the office not later than 3 p.m. daily, otherwise they cannot be taken out until the following day. Advertisements sent in without the number of insertions written on same will inserted until ordered out. bbox=[140, 639, 296, 737]
arrived-heading: ARRIVED. bbox=[56, 100, 86, 107]
divider bbox=[796, 1617, 936, 1618]
printing-office-text: LARGE ADDITIONS having lately been made to the MACHINERY AND JOBBING TYPE, All kinds of PRINTING can be executed on the shortest notice, and at moderate prices. bbox=[300, 54, 456, 87]
batsman-runs: 2 bbox=[778, 704, 782, 712]
leopold-heading: Health of Prince Leopold. bbox=[990, 636, 1068, 645]
batsman-name: Sundries bbox=[622, 766, 650, 774]
batsman-runs: 0 bbox=[778, 866, 782, 874]
importer: IMPORTER. bbox=[202, 614, 234, 621]
column-4 bbox=[460, 32, 618, 1540]
lamps-line: LAMPS—DOUBLE BURNERS. bbox=[334, 251, 422, 259]
shipping-heading: SHIPPING. bbox=[35, 35, 107, 50]
cricket-dateline: LONDON, August 29. bbox=[712, 351, 782, 360]
cricket-text: The cricket match, All-England Eleven versus the Australians, was resumed to-day at Kennington Oval, in the presence of an enormous crowd of spectators, though the weather was showery. In consequence of the rain the wicket was heavy. The Australians commenced their second innings by sending in Bannerman and Massie. The former was bowled for 2, when Murdoch joined Massie and the two soon commenced to run up a score. Massie was batting very freely, and had put together a splendidly played 55 when he was bowled. Murdoch remained at the wickets a little longer, and had contributed 29 when he was run out. None of the other batsmen made any stand, and the remaining wickets fell rapidly, the innings finally closing for 124, not 122 as previously telegraphed. The fielding of the Englishmen throughout was excellent, and the bowling of Peate was capital. The Home team requiring 87 runs to win, then went in for their second innings. Messrs Hornby and Grace taking their places at the wickets. The latter played a good innings for 32 when he was caught. Of the other batsmen Ulyett with 11, and the Hon. A. Lyttelton with 12, were the only ones to contribute double figures. None of the other players could make any stand against the splendid bowling of Spofforth and Boyle, who did great execution, four of them opponents failing to score at all. The innings finally closed for 77, and the Australians thus won the match by 8 runs. The excitement towards the close of the game was very great, and the greatest interest was taken by the spectators, by whom the play of the Australians was much admired. The following is the complete score of to-day's play:— bbox=[622, 359, 782, 667]
trains-arrive-text: From the North—At 10.50 a.m., 12.40 p.m. (Express) and 8.15 p.m. From the South—At 10.55 a.m., 3 p.m. (Express), and 7.55 p.m. From Pleasant Point and Albury—At 11.50 a.m., and 5.45 p.m. From Waimate—At 10.50 a.m., 3 p.m., and 7.55 p.m. bbox=[8, 1025, 134, 1082]
divider bbox=[952, 948, 1106, 950]
batsman-runs: 0 bbox=[778, 743, 782, 751]
ex-arrivals: EX ARGOSIA— Fenders and Bedsteads. Ex TIMARU—Sheffield Cutlery, Holloware. Ex VERONIA—Oils, Lard and Paint. Ex FONTENOY—Boxes Foundry. Ex LUTTERWORTH—Vases and Stoneware. bbox=[140, 1043, 296, 1084]
eng-first-label: Total first innings bbox=[642, 913, 698, 921]
sailed-heading: SAILED. bbox=[59, 122, 83, 129]
auction-text: B. Wilkin and Co. at their Yards; at 11 o'clock—Horses, Drays, Harness, &c. Mandeno and Stowers, at the Horse Bazaar —Horses, Harness, Drays, Ploughs, &c. At Rolleston, at 2 o'clock—Freehold Properties, &c. W. Collins and Co., at their Rooms, at 1 o'clock—Household Furniture, Produce, Crockery, Clothing, Barley and Feed Oats and 1st Sundries. Scudder and Stubbs, at their Rooms, at 11 o'clock—Fruit and Forest Trees. At 12 o'clock—Farm Produce, Groceries, Household Furniture, Painting Oakes, &c. bbox=[8, 398, 134, 520]
aquatics-heading: Aquatics. bbox=[1014, 1078, 1044, 1087]
batsman-runs: 0 bbox=[778, 882, 782, 890]
nz-loan-text: THIS Company are prepared to make liberal CASH Advances on WOOL and all kinds of PRODUCE placed in their hands for sale, either in the London or Colonial Markets. Having large and commodious Stone Stores adjoining the Landing Services, and connected with the Railway by sidings, also Agencies in Melbourne, Sydney, Newcastle, and in every Province of New Zealand, offer extra facilities to shippers and others. Storage at lowest current rates. Corn sacks, woolpacks, and twine always on hand. For further particulars apply to bbox=[140, 776, 296, 882]
column-divider bbox=[620, 32, 621, 1540]
argus-special: ("ARGUS" SPECIAL.) bbox=[993, 449, 1065, 458]
divider bbox=[142, 1038, 294, 1040]
divider bbox=[952, 295, 1106, 297]
vogel-heading: Sir Julius Vogel. bbox=[1004, 1047, 1054, 1056]
batsman-name: Murdoch, not out bbox=[622, 696, 677, 704]
adams-text: Rotherham's Celebrated English Lever Watches, guaranteed Genuine, from £5 10s. American Waltham Watches (same genuine unless the words "Waltham Mass." are engraved on works) in Half Marked Cases, from £3 10s. For the EXHIBITION we have a Splendid Assortment of bbox=[140, 943, 296, 1001]
batsman-name: A. G. Steele, caught and bowled bbox=[622, 858, 723, 866]
batsman-runs: 13 bbox=[774, 681, 782, 689]
aus-total-label: Total bbox=[652, 774, 668, 782]
batsman-name: Bannerman, caught bbox=[622, 681, 684, 689]
aus-row bbox=[622, 697, 782, 705]
eng-row bbox=[622, 882, 782, 890]
news-of-day-text: A lad has been killed at Mangapai, Auckland, while jacking a log up a hill. The Pareora Licensing Committee will sit at St Andrews school-room to-morrow. A Dunedin memorial fund, in England, has already reached £3,487 13. The burgesses of the South East Ward are invited to meet to-night, at 7.30, at Stone's Hotel. Our old friend Johnny Hall, the comedian and his excellent company are in high favor with the critical Dunedinites. The Australian Cricketers have crowned themselves with glory in defeating the All Eleven of England in England. The Express trains, North and South, will leave Timaru three minutes earlier on and after to-day. The concert in the Theatre, under the auspices of the South Canterbury Teacher's Association takes place to-morrow evening. The first meeting of burgesses in connection with the recent division of the Borough of Timaru, was held last evening. A full report appears in another column. School-teachers should remember Messrs DeLautour and Macandrew, specially in their prayers, for these gentlemen "spoke up" for the pedagogues. Professor Hudson pronounces a fish lately caught in the Waimakariri a Californian salmon. Another salmon, killed in the river with a pitchfork, was found to weigh 27lb. Two digests, of the ancient tribe of Cooper and Taylor, were recently married at an English country church. The church was crowded with Cliptons, who were profusely decorated with wild flowers. That the editor of the "Otago Daily Times" should refuse to insert letters from Mr Rout, is rather a joke, but, in such is the case, according to Mr Rout's communication to the "Morning Herald" of yesterday. The Bishop of Christchurch will preach in the morning at St. Mary's on Sunday, and hold a Confirmation in the evening. His Lordship arrived in Timaru to-day by the Express train from Christchurch. The Christchurch Chamber of Commerce came up to the annual meeting like men, and in doing themselves, like giants in some towns that we could name. Mr W. D. Meares was elected President for the year. The following gentlemen have been elected directors of the Waimate Railway Company:—Messrs Douglas (chairman), Studholme, Rice, Rees, and McGregor. Messrs Jones and Anderson were the successful tenderers. bbox=[460, 590, 618, 1003]
local-mails-text: The following table gives the time of the arrival and departure of mails at the Chief Post Office, Timaru:— Pleasant Point, Albury—Daily, dep 6.30 a.m., arr 11.5 a.m. 7.50 p.m. Cave—Daily, dep 6 a.m., arr 7.50 p.m. Geraldine—Daily, dep 6 a.m., arr 12.30 p.m. Temuka, Arowhenua, Winchester—Daily, dep 6 a.m. 2.50 p.m. 4 p.m., arr 7.35 a.m. 12.30 p.m. 7.50 p.m. Waitohi—Daily, dep 6 a.m. 2.50 p.m. Waimate, Oamaru—Daily, dep 6 a.m. 12.30 p.m., 4 p.m., arr 11 a.m. 3.10 p.m. Washdyke, Pareora—Daily, dep 6 a.m. 12.30 p.m. Otaio, Waihao—Daily, dep 6 a.m. 12.30 p.m., arr 3 p.m. Dunedin—Daily, dep 12.30 p.m. 4 p.m., arr 11 a.m. 3.10 p.m. Silverstream, Fairlie Creek, Burke's Pass, Mackenzie Country—dep Monday, Wednesday, and Friday, at 6 a.m.; arr Monday, Wednesday and Friday, at 7.50 p.m. Ferry Town—dep Monday and Thursday at 6 a.m.; arr Monday and Thursday, at 11 a.m. Pareora—dep Monday and Thursday, at 6 a.m.; arr Monday and Thursday at 12.30 p.m. Lake Tekapo—dep Monday, 6 a.m., arr Wednesday, 1.30 p.m. Ashburton—dep Tuesday and Saturday, 6 a.m., arr Wednesday and Saturday, 8 20 p.m. Canterbury, Ranginui Island, Waitohi Flat—Wednesday and Saturday, dep 6 a.m. arr 5.30 p.m. Fort Road—dep Monday, Thursday, and Saturday, 6 a.m., arr Tuesday, Friday, and Saturday, 12.30 p.m. Gapes Valley, Hilton, Pleasant Valley—dep Wednesday and Saturday, 6 a.m., arr Monday and Thursday, 10.30 a.m. Clifton—Tuesday and Friday, dep 6 a.m., arr 8 p.m. Rockhill, Waihao Forks. Upper Ferry—dep Tuesday and Friday, 6 a.m., arr Wednesday and Saturday, 8 p.m. Ed. COOK, Chief Postmaster. bbox=[8, 623, 134, 996]
timaru-line: TIMARU. bbox=[205, 411, 231, 418]
divider bbox=[952, 530, 1106, 532]
murdoch-heading: GEORGE MURDOCH PAINTER, bbox=[328, 186, 428, 195]
frozen-meat-heading: Frozen Meat. bbox=[1009, 675, 1049, 684]
nz-loan-heading: NEW ZEALAND LOAN & MERCANTILE AGENCY CO. (LIMITED.) bbox=[145, 757, 291, 773]
leopold-text: Prince Leopold, who has been staying at Osborne, is seriously indisposed, and the state of His Royal Highness' health is causing alarm. bbox=[950, 648, 1108, 673]
per-cable: (PER CABLE TO PRESS ASSOCIATION.) bbox=[963, 843, 1095, 852]
latest-text: LONDON, August 30, 5.26 p.m. The Khedive is at Ismailia. The Arabists at Ramleh are quiet. Fever has broken out among the army who have retired to Tel-el-Kebir. At Kamiltis the Christians are being maltreated. Thirty-six newspapers favour the proposed banquet to be given to M. De Lesseps. The Greeks are persistent in revenging the Turkish outrages. August 31, 5.20 a.m. A strong Arabist feeling prevails at Stamboul. John Dunn advises that preparations be made to welcome the return of Cetewayo to Zululand. Cairo and Kassassin are quiet. bbox=[950, 349, 1108, 447]
batsman-runs: 0 bbox=[778, 827, 782, 835]
eng-row bbox=[622, 843, 782, 851]
column-divider bbox=[784, 32, 785, 1540]
column-6 bbox=[786, 32, 946, 1910]
wilkin-items: WHEAT OATS BARLEY RYE GRASS COCKSFOOT bbox=[145, 267, 291, 275]
sailed-text: Sept 1—Ceres, brigantine, 231 tons, Bessel, for Auckland, with produce. bbox=[8, 132, 135, 149]
batsman-name: Garrett, not out bbox=[622, 735, 672, 743]
argus-special: ("ARGUS" SPECIAL.) bbox=[993, 855, 1065, 864]
aus-row bbox=[622, 767, 782, 775]
column-7 bbox=[950, 32, 1108, 1540]
divider bbox=[18, 999, 124, 1000]
aus-row bbox=[622, 743, 782, 751]
this-day: THIS DAY. bbox=[1011, 321, 1047, 329]
news-continued: Mr John Ollivier, on Wednesday, when occupying the Bench at Lyttelton, remarked that he considered the diminution of drunkenness in that Borough was due to the zeal of the police in enforcing the 10 o'clock closing. Sergeant Morice agreed with His Worship that the 10 o'clock license had a great deal to do with the improvement. Sergeant McGovern has no doubt an attempt has been made to assassinate Barlow, after examining the locality and questioning the persons who were with Barlow the other evening. Mr Barlow is now going to settle down, and travel about no more. The licensee of the Plough Inn, Rangiora, James Carpenter has been found hanging to a bluegum tree in his grounds. He had been causing, and intended going to Christchurch. His wife was terribly shocked at the discovery. No reason can be assigned. His character was free reproachable. Here is an incident that tells of misery among the poor in England. A Lancashire miner, out of work, recently drowned his children in tubs of water, and cut his own throat. He had sent his wife out for awhile. They had for some time past lacked the necessaries of life. Yet some of our servant girls turn up their noses at cold meat! Dr Hutchison, lecturing in Wellington the other evening, described a distinct type of agency which was carrying off great numbers of the Natives of Hawaii. He impressed a wave his hearer that they determined to petition Government to guard against a visitation of the disease in this country. bbox=[622, 32, 782, 299]
batsman-runs: 2 bbox=[778, 735, 782, 743]
turko-grecian-text: CONSTANTINOPLE, August 30. Accounts to hand from Turkish sources allege that the Greeks were the aggressors in the outbreak at Dagair, in attempting to seize certain disputed territory in Thessaly. It is now known that several Turks were killed in the engagement which took place. Great excitement prevails throughout Thessaly on account of the ill-feeling between the Turkish and Greek inhabitants. News has been received to-day that a renewal of hostilities has occurred in the neighbourhood of Dagair. bbox=[950, 743, 1108, 841]
divider bbox=[10, 240, 132, 242]
railway-heading: TRAVELLER'S RAILWAY GUIDE. bbox=[23, 1002, 119, 1010]
batsman-runs: 6 bbox=[778, 751, 782, 759]
football-text: The Australian football team sailed for Auckland by the Rotomahana to-day. bbox=[950, 1121, 1108, 1138]
stansell-name: J. B. STANSELL, bbox=[192, 1086, 244, 1095]
notice-heading: NOTICE. bbox=[205, 628, 231, 636]
divider bbox=[18, 1400, 124, 1401]
